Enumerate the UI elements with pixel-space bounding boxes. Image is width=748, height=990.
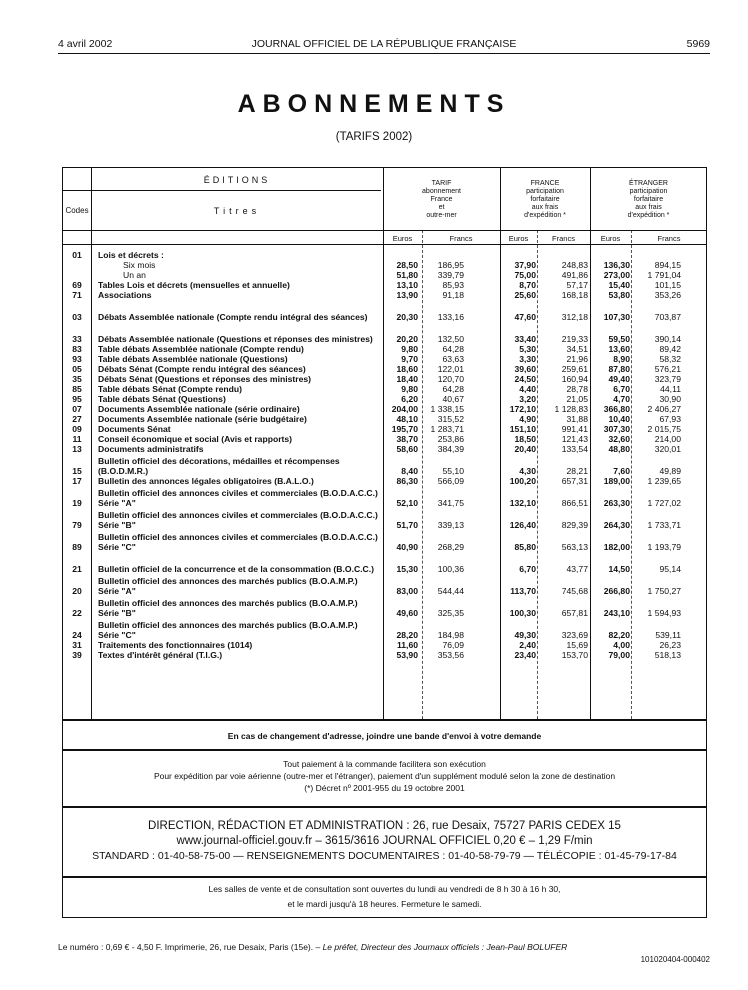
row-value: 67,93 [659,414,681,424]
row-value: 182,00 [603,542,630,552]
row-title: Conseil économique et social (Avis et rapports) [98,434,293,444]
row-value: 248,83 [561,260,588,270]
row-code: 20 [72,586,82,596]
row-value: 168,18 [561,290,588,300]
row-value: 87,80 [608,364,630,374]
row-value: 20,20 [396,334,418,344]
header-rule [58,53,710,54]
row-value: 47,60 [514,312,536,322]
direction-address: DIRECTION, RÉDACTION ET ADMINISTRATION : 26, rue Desaix, 75727 PARIS CEDEX 15 [148,820,621,832]
row-title: Débats Sénat (Questions et réponses des ministres) [98,374,311,384]
row-value: 1 128,83 [554,404,588,414]
row-value: 268,29 [437,542,464,552]
titres-header: Titres [213,206,261,216]
tariff-table [62,167,707,720]
row-value: 1 733,71 [647,520,681,530]
row-title: Documents administratifs [98,444,204,454]
row-value: 57,17 [566,280,588,290]
row-code: 05 [72,364,82,374]
row-value: 15,30 [396,564,418,574]
row-value: 53,80 [608,290,630,300]
unit-label: Euros [392,234,413,243]
row-value: 390,14 [654,334,681,344]
row-title: Débats Sénat (Compte rendu intégral des séances) [98,364,306,374]
row-value: 28,50 [396,260,418,270]
row-title: Bulletin des annonces légales obligatoires (B.A.L.O.) [98,476,314,486]
table-row [63,300,706,322]
row-value: 18,50 [514,434,536,444]
row-value: 48,80 [608,444,630,454]
row-value: 243,10 [603,608,630,618]
table-row [63,508,706,530]
row-code: 01 [72,250,82,260]
row-value: 307,30 [603,424,630,434]
codes-header: Codes [65,206,89,215]
page-title: ABONNEMENTS [237,90,511,118]
row-value: 20,30 [396,312,418,322]
row-value: 113,70 [510,586,536,596]
row-value: 8,70 [519,280,536,290]
table-row [63,374,706,384]
row-value: 5,30 [519,344,536,354]
row-title: Bulletin officiel des annonces des marchés publics (B.O.A.M.P.) Série "B" [98,598,358,618]
row-code: 13 [72,444,82,454]
row-value: 20,40 [514,444,536,454]
row-value: 184,98 [437,630,464,640]
header-rule [63,230,706,231]
table-row [63,270,706,280]
unit-label: Francs [552,234,575,243]
row-value: 829,39 [561,520,588,530]
row-code: 22 [72,608,82,618]
row-title: Bulletin officiel des décorations, médailles et récompenses (B.O.D.M.R.) [98,456,340,476]
row-value: 126,40 [509,520,536,530]
table-row [63,444,706,454]
row-code: 83 [72,344,82,354]
row-value: 2 406,27 [647,404,681,414]
row-value: 657,81 [561,608,588,618]
row-value: 76,09 [442,640,464,650]
row-value: 384,39 [437,444,464,454]
row-title: Bulletin officiel de la concurrence et de la consommation (B.O.C.C.) [98,564,375,574]
row-value: 59,50 [608,334,630,344]
row-value: 7,60 [613,466,630,476]
row-title: Bulletin officiel des annonces civiles et commerciales (B.O.D.A.C.C.) Série "A" [98,488,378,508]
row-value: 51,80 [396,270,418,280]
row-value: 1 750,27 [647,586,681,596]
row-value: 30,90 [659,394,681,404]
table-row [63,322,706,344]
row-code: 03 [72,312,82,322]
row-value: 100,30 [509,608,536,618]
row-value: 703,87 [654,312,681,322]
row-value: 253,86 [437,434,464,444]
row-code: 07 [72,404,82,414]
row-value: 133,54 [561,444,588,454]
row-title: Documents Assemblée nationale (série ordinaire) [98,404,300,414]
row-value: 353,26 [654,290,681,300]
table-row [63,394,706,404]
footer-price-printer: Le numéro : 0,69 € - 4,50 F. Imprimerie, 26, rue Desaix, Paris (15e). – [58,942,323,952]
table-row [63,476,706,486]
unit-label: Euros [508,234,529,243]
row-value: 1 239,65 [647,476,681,486]
page-subtitle: (TARIFS 2002) [335,131,413,143]
row-value: 24,50 [514,374,536,384]
unit-label: Euros [600,234,621,243]
row-title: Table débats Sénat (Compte rendu) [98,384,243,394]
footer-reference: 101020404-000402 [640,955,710,964]
row-value: 172,10 [509,404,536,414]
row-value: 26,23 [659,640,681,650]
row-value: 55,10 [442,466,464,476]
row-value: 264,30 [603,520,630,530]
row-value: 38,70 [396,434,418,444]
direction-phones: STANDARD : 01-40-58-75-00 — RENSEIGNEMENTS DOCUMENTAIRES : 01-40-58-79-79 — TÉLÉCOPIE : 01-45-79-17-84 [92,850,677,862]
row-value: 866,51 [561,498,588,508]
editions-header: ÉDITIONS [203,175,271,185]
row-value: 91,18 [442,290,464,300]
row-value: 51,70 [396,520,418,530]
row-value: 44,11 [660,384,681,394]
row-code: 93 [72,354,82,364]
row-value: 120,70 [437,374,464,384]
row-value: 133,16 [437,312,464,322]
row-value: 323,69 [561,630,588,640]
row-code: 11 [72,434,82,444]
row-value: 11,60 [396,640,418,650]
row-value: 6,70 [519,564,536,574]
table-row [63,574,706,596]
row-value: 75,00 [514,270,536,280]
row-value: 63,63 [442,354,464,364]
row-title: Six mois [123,260,156,270]
row-value: 273,00 [603,270,630,280]
row-value: 539,11 [655,630,681,640]
row-value: 39,60 [514,364,536,374]
row-value: 566,09 [437,476,464,486]
row-value: 79,00 [608,650,630,660]
table-row [63,246,706,260]
row-value: 153,70 [561,650,588,660]
decree-footnote: (*) Décret nº 2001-955 du 19 octobre 2001 [304,783,465,793]
row-value: 28,20 [396,630,418,640]
header-page-number: 5969 [686,38,710,50]
row-code: 33 [72,334,82,344]
header-date: 4 avril 2002 [58,38,113,50]
row-value: 4,30 [519,466,536,476]
table-row [63,414,706,424]
row-value: 86,30 [396,476,418,486]
row-value: 160,94 [561,374,588,384]
row-value: 40,67 [442,394,464,404]
row-code: 85 [72,384,82,394]
row-value: 14,50 [608,564,630,574]
row-code: 17 [72,476,82,486]
row-value: 991,41 [561,424,588,434]
row-value: 657,31 [561,476,588,486]
row-value: 189,00 [603,476,630,486]
row-value: 40,90 [396,542,418,552]
row-value: 13,90 [396,290,418,300]
row-title: Débats Assemblée nationale (Compte rendu intégral des séances) [98,312,368,322]
row-title: Table débats Sénat (Questions) [98,394,226,404]
row-value: 34,51 [566,344,588,354]
row-value: 58,32 [659,354,681,364]
row-value: 64,28 [442,344,464,354]
row-value: 49,40 [608,374,630,384]
row-value: 1 727,02 [647,498,681,508]
row-value: 100,20 [509,476,536,486]
row-code: 24 [72,630,82,640]
row-code: 35 [72,374,82,384]
row-value: 136,30 [603,260,630,270]
row-value: 1 193,79 [647,542,681,552]
row-value: 745,68 [561,586,588,596]
row-value: 95,14 [659,564,681,574]
row-value: 366,80 [603,404,630,414]
table-row [63,530,706,552]
direction-website: www.journal-officiel.gouv.fr – 3615/3616 JOURNAL OFFICIEL 0,20 € – 1,29 F/min [176,835,593,847]
unit-label: Francs [657,234,681,243]
row-title: Tables Lois et décrets (mensuelles et annuelle) [98,280,290,290]
row-value: 8,90 [613,354,630,364]
row-value: 266,80 [603,586,630,596]
opening-hours [62,877,707,918]
row-value: 1 791,04 [647,270,681,280]
row-value: 132,10 [509,498,536,508]
row-value: 15,69 [566,640,588,650]
row-value: 132,50 [437,334,464,344]
row-value: 1 594,93 [647,608,681,618]
row-value: 195,70 [391,424,418,434]
row-value: 9,70 [401,354,418,364]
row-title: Bulletin officiel des annonces des marchés publics (B.O.A.M.P.) Série "C" [98,620,358,640]
row-value: 58,60 [396,444,418,454]
footer-director: Le préfet, Directeur des Journaux officiels : Jean-Paul BOLUFER [322,942,568,952]
row-value: 3,20 [519,394,536,404]
table-row [63,618,706,640]
row-value: 28,78 [566,384,588,394]
row-value: 214,00 [654,434,681,444]
page-footer [58,942,710,952]
row-value: 341,75 [437,498,464,508]
hours-line: et le mardi jusqu'à 18 heures. Fermeture le samedi. [287,899,482,909]
table-row [63,404,706,414]
table-row [63,434,706,444]
row-value: 1 338,15 [430,404,464,414]
hours-line: Les salles de vente et de consultation sont ouvertes du lundi au vendredi de 8 h 30 à 16 h 30, [208,884,561,894]
row-value: 82,20 [608,630,630,640]
row-value: 315,52 [437,414,464,424]
row-title: Un an [123,270,146,280]
row-value: 13,10 [396,280,418,290]
row-value: 83,00 [396,586,418,596]
row-value: 1 283,71 [430,424,464,434]
row-value: 186,95 [437,260,464,270]
row-code: 09 [72,424,82,434]
row-title: Traitements des fonctionnaires (1014) [98,640,253,650]
table-row [63,424,706,434]
table-row [63,640,706,650]
row-code: 27 [72,414,82,424]
row-value: 3,30 [519,354,536,364]
row-value: 339,79 [437,270,464,280]
row-value: 151,10 [509,424,536,434]
tarif-header: TARIF abonnement France et outre-mer [422,180,461,219]
header-journal-title: JOURNAL OFFICIEL DE LA RÉPUBLIQUE FRANÇAISE [251,38,517,50]
row-value: 52,10 [396,498,418,508]
france-header: FRANCE participation forfaitaire aux frais d'expédition * [524,180,566,219]
row-code: 71 [72,290,82,300]
row-value: 28,21 [566,466,588,476]
row-code: 39 [72,650,82,660]
row-value: 13,60 [608,344,630,354]
row-value: 23,40 [514,650,536,660]
row-value: 121,43 [561,434,588,444]
table-row [63,290,706,300]
direction-box [62,807,707,877]
row-value: 48,10 [396,414,418,424]
row-code: 69 [72,280,82,290]
row-value: 107,30 [603,312,630,322]
table-row [63,280,706,290]
row-value: 894,15 [654,260,681,270]
table-row [63,650,706,660]
row-value: 9,80 [401,384,418,394]
table-row [63,364,706,374]
row-value: 9,80 [401,344,418,354]
row-value: 4,70 [613,394,630,404]
row-value: 85,80 [514,542,536,552]
row-value: 18,40 [396,374,418,384]
row-title: Textes d'intérêt général (T.I.G.) [98,650,223,660]
row-title: Table débats Assemblée nationale (Questions) [98,354,288,364]
row-value: 2,40 [519,640,536,650]
table-row [63,260,706,270]
row-title: Lois et décrets : [98,250,164,260]
payment-note-line: Tout paiement à la commande facilitera son exécution [283,759,486,769]
row-code: 31 [72,640,82,650]
row-value: 32,60 [608,434,630,444]
row-value: 21,05 [566,394,588,404]
unit-label: Francs [449,234,473,243]
row-value: 259,61 [561,364,588,374]
row-value: 325,35 [437,608,464,618]
row-value: 49,60 [396,608,418,618]
row-value: 49,89 [659,466,681,476]
table-row [63,344,706,354]
row-value: 31,88 [566,414,588,424]
row-value: 85,93 [442,280,464,290]
row-value: 49,30 [514,630,536,640]
row-code: 19 [72,498,82,508]
row-value: 491,86 [561,270,588,280]
page-header [58,38,710,52]
row-value: 15,40 [608,280,630,290]
row-value: 219,33 [561,334,588,344]
row-value: 21,96 [566,354,588,364]
row-code: 95 [72,394,82,404]
row-value: 204,00 [391,404,418,414]
row-value: 6,70 [613,384,630,394]
row-value: 100,36 [437,564,464,574]
row-value: 323,79 [654,374,681,384]
row-value: 122,01 [437,364,464,374]
etranger-header: ÉTRANGER participation forfaitaire aux frais d'expédition * [627,180,670,219]
row-value: 37,90 [514,260,536,270]
row-code: 89 [72,542,82,552]
row-code: 15 [72,466,82,476]
row-value: 2 015,75 [647,424,681,434]
row-title: Documents Sénat [98,424,171,434]
row-value: 544,44 [437,586,464,596]
table-row [63,486,706,508]
table-row [63,552,706,574]
row-code: 21 [72,564,82,574]
row-value: 4,00 [613,640,630,650]
row-title: Débats Assemblée nationale (Questions et réponses des ministres) [98,334,373,344]
row-value: 4,40 [519,384,536,394]
payment-notes [62,750,707,807]
table-row [63,354,706,364]
row-value: 4,90 [519,414,536,424]
row-title: Associations [98,290,152,300]
row-value: 64,28 [442,384,464,394]
row-title: Documents Assemblée nationale (série budgétaire) [98,414,307,424]
table-row [63,454,706,476]
row-value: 89,42 [659,344,681,354]
row-code: 79 [72,520,82,530]
row-value: 518,13 [654,650,681,660]
row-value: 339,13 [437,520,464,530]
row-value: 43,77 [566,564,588,574]
row-title: Bulletin officiel des annonces civiles et commerciales (B.O.D.A.C.C.) Série "C" [98,532,378,552]
row-title: Bulletin officiel des annonces civiles et commerciales (B.O.D.A.C.C.) Série "B" [98,510,378,530]
row-value: 353,56 [437,650,464,660]
row-value: 8,40 [401,466,418,476]
payment-note-line: Pour expédition par voie aérienne (outre-mer et l'étranger), paiement d'un supplément modulé selon la zone de destination [153,771,616,781]
address-change-notice: En cas de changement d'adresse, joindre une bande d'envoi à votre demande [62,720,707,750]
row-value: 10,40 [608,414,630,424]
table-row [63,384,706,394]
units-rule [63,244,706,245]
table-body [63,246,706,660]
row-value: 25,60 [514,290,536,300]
table-row [63,596,706,618]
row-value: 576,21 [654,364,681,374]
header-rule [63,190,381,191]
row-value: 563,13 [561,542,588,552]
row-value: 101,15 [654,280,681,290]
row-value: 312,18 [561,312,588,322]
row-value: 18,60 [396,364,418,374]
row-title: Bulletin officiel des annonces des marchés publics (B.O.A.M.P.) Série "A" [98,576,358,596]
row-title: Table débats Assemblée nationale (Compte rendu) [98,344,304,354]
row-value: 53,90 [396,650,418,660]
row-value: 33,40 [514,334,536,344]
row-value: 320,01 [654,444,681,454]
row-value: 6,20 [401,394,418,404]
row-value: 263,30 [603,498,630,508]
